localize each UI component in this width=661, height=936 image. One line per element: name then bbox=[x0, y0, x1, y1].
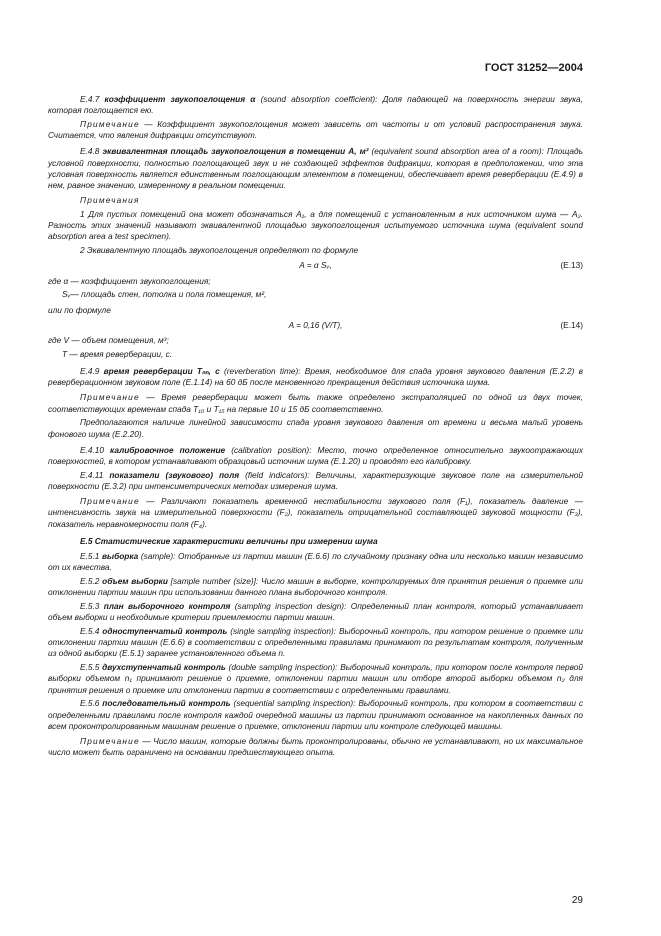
note-label: Примечание bbox=[80, 119, 140, 129]
clause-term: время реверберации Tₙₙ, с bbox=[103, 366, 220, 377]
formula-expression: A = α Sᵥ, bbox=[299, 260, 332, 271]
clause-e48 bbox=[48, 146, 583, 191]
clause-e411 bbox=[48, 470, 583, 492]
clause-term: эквивалентная площадь звукопоглощения в помещении A, м² bbox=[102, 146, 369, 157]
formula-e14 bbox=[48, 320, 583, 331]
clause-number: Е.4.10 bbox=[80, 444, 104, 455]
clause-term: двухступенчатый контроль bbox=[102, 662, 226, 673]
where-v: где V — объем помещения, м³; bbox=[48, 335, 169, 346]
note-text: — Число машин, которые должны быть проконтролированы, обычно не устанавливают, но их максимальное число может быть ограничено на основании предшествующего опыта. bbox=[48, 736, 583, 758]
clause-number: Е.5.3 bbox=[80, 601, 100, 612]
formula-e13 bbox=[48, 260, 583, 271]
clause-term: калибровочное положение bbox=[110, 444, 226, 455]
clause-number: Е.5.4 bbox=[80, 626, 100, 637]
clause-e47 bbox=[48, 94, 583, 116]
clause-number: Е.4.11 bbox=[80, 469, 104, 480]
clause-e54 bbox=[48, 626, 583, 660]
clause-text: (double sampling inspection): Выборочный контроль, при котором после контроля первой выборки объемом n₁ принимают решение о приемке, отклонении партии машин или отборе второй выборки объемом n₂ для принятия решения о приемке или отклонении партии в соответствии с определенными правилами. bbox=[48, 662, 583, 695]
note-label: Примечание bbox=[80, 496, 140, 507]
note2-e48: 2 Эквивалентную площадь звукопоглощения определяют по формуле bbox=[80, 245, 359, 256]
standard-code: ГОСТ 31252—2004 bbox=[484, 62, 583, 74]
clause-e51 bbox=[48, 551, 583, 573]
where-sv: Sᵥ— площадь стен, потолка и пола помещения, м², bbox=[62, 289, 267, 300]
where-alpha: где α — коэффициент звукопоглощения; bbox=[48, 275, 211, 286]
clause-e52 bbox=[48, 576, 583, 598]
or-formula: или по формуле bbox=[48, 304, 111, 315]
notes-label-e48 bbox=[48, 195, 583, 206]
clause-term: выборка bbox=[101, 551, 139, 562]
formula-expression: A = 0,16 (V/T), bbox=[288, 319, 343, 330]
note-label: Примечание bbox=[80, 392, 140, 403]
page-number: 29 bbox=[571, 895, 583, 906]
note-e47 bbox=[48, 119, 583, 141]
note-e411 bbox=[48, 496, 583, 530]
clause-term: коэффициент звукопоглощения α bbox=[104, 94, 256, 104]
document-body bbox=[48, 94, 583, 761]
clause-term: последовательный контроль bbox=[102, 698, 231, 709]
clause-text: (equivalent sound absorption area of a room): Площадь условной поверхности, полностью поглощающей звук и не создающей эффектов дифракции, которая в предположении, что эта условная поверхность является единственным поглощающим элементом в помещении, обеспечивает время реверберации (Е.4.9) в нем, равное значению, измеренному в реальном помещении. bbox=[48, 146, 583, 191]
clause-number: Е.4.9 bbox=[80, 366, 100, 377]
clause-text: (calibration position): Место, точно определенное относительно звукоотражающих поверхностей, в котором устанавливают образцовый источник шума (Е.1.20) и проводят его калибровку. bbox=[48, 444, 584, 467]
note1-e48: 1 Для пустых помещений она может обозначаться A₁, а для помещений с установленным в них источником шума — A₂. Разность этих значений называют эквивалентной площадью звукопоглощения испытуемого источника шума (equivalent sound absorption area a test specimen). bbox=[48, 209, 583, 242]
clause-text: (sound absorption coefficient): Доля падающей на поверхность энергии звука, которая поглощается ею. bbox=[48, 94, 583, 116]
clause-text: (reverberation time): Время, необходимое для спада уровня звукового давления (Е.2.2) в реверберационном звуковом поле (Е.1.14) на 60 дБ после мгновенного прекращения действия источника шума. bbox=[48, 366, 583, 388]
where-t: T — время реверберации, с. bbox=[62, 348, 173, 359]
note-text: — Различают показатель временной нестабильности звукового поля (F₁), показатель давление — интенсивность звука на измерительной поверхности (F₂), показатель отрицательной составляющей звуковой мощности (F₃), показатель неравномерности поля (F₄). bbox=[48, 496, 583, 529]
clause-term: план выборочного контроля bbox=[103, 601, 231, 612]
clause-number: Е.5.5 bbox=[80, 662, 100, 673]
note-e49-cont: Предполагаются наличие линейной зависимости спада уровня звукового давления от времени и весьма малый уровень фонового шума (Е.2.20). bbox=[48, 417, 583, 439]
section-heading-e5: Е.5 Статистические характеристики величины при измерении шума bbox=[80, 535, 378, 546]
clause-number: Е.5.6 bbox=[80, 698, 100, 709]
formula-number: (Е.13) bbox=[560, 260, 583, 271]
clause-text: (field indicators): Величины, характеризующие звуковое поле на измерительной поверхности (Е.3.2) при интенсиметрических методах измерения шума. bbox=[48, 469, 583, 492]
clause-number: Е.4.8 bbox=[80, 146, 100, 157]
note-e56 bbox=[48, 736, 583, 758]
note-label: Примечание bbox=[80, 736, 140, 747]
clause-e410 bbox=[48, 445, 583, 467]
clause-text: (sampling inspection design): Определенный план контроля, который устанавливает объем выборки и необходимые критерии приемлемости партии машин. bbox=[48, 601, 583, 623]
clause-text: [sample number (size)]: Число машин в выборке, контролируемых для принятия решения о приемке или отклонении партии машин при использовании данного плана выборочного контроля. bbox=[48, 576, 583, 598]
clause-text: (single sampling inspection): Выборочный контроль, при котором решение о приемке или отклонении партии машин (Е.6.6) в соответствии с определенными правилами принимают по результатам контроля, полученным из одной выборки (Е.5.1) заранее установленного объема n. bbox=[48, 626, 583, 659]
clause-e49 bbox=[48, 366, 583, 388]
clause-e56 bbox=[48, 698, 583, 732]
clause-number: Е.5.2 bbox=[80, 576, 100, 587]
clause-e55 bbox=[48, 662, 583, 696]
formula-number: (Е.14) bbox=[560, 319, 583, 330]
note-text: — Время реверберации может быть также определено экстраполяцией по одной из двух точек, соответствующих временам спада T₁₀ и T₁₅ на первые 10 и 15 дБ соответственно. bbox=[48, 392, 583, 414]
clause-term: объем выборки bbox=[102, 576, 168, 587]
clause-text: (sequential sampling inspection): Выборочный контроль, при котором в соответствии с определенными правилами после контроля каждой очередной машины из партии принимают основанное на накопленных данных по всем проконтролированным машинам решение о приемке, отклонении партии или контроле следующей машины. bbox=[48, 698, 583, 731]
clause-text: (sample): Отобранные из партии машин (Е.6.6) по случайному признаку одна или несколько машин независимо от их качества. bbox=[48, 551, 583, 573]
clause-term: одноступенчатый контроль bbox=[102, 626, 228, 637]
clause-number: Е.5.1 bbox=[80, 551, 100, 562]
notes-label: Примечания bbox=[80, 195, 140, 206]
clause-number: Е.4.7 bbox=[80, 94, 100, 104]
clause-e53 bbox=[48, 601, 583, 623]
note-e49 bbox=[48, 392, 583, 414]
note-text: — Коэффициент звукопоглощения может зависеть от частоты и от условий распространения звука. Считается, что явления дифракции отсутствуют. bbox=[48, 119, 583, 141]
clause-term: показатели (звукового) поля bbox=[109, 469, 240, 480]
